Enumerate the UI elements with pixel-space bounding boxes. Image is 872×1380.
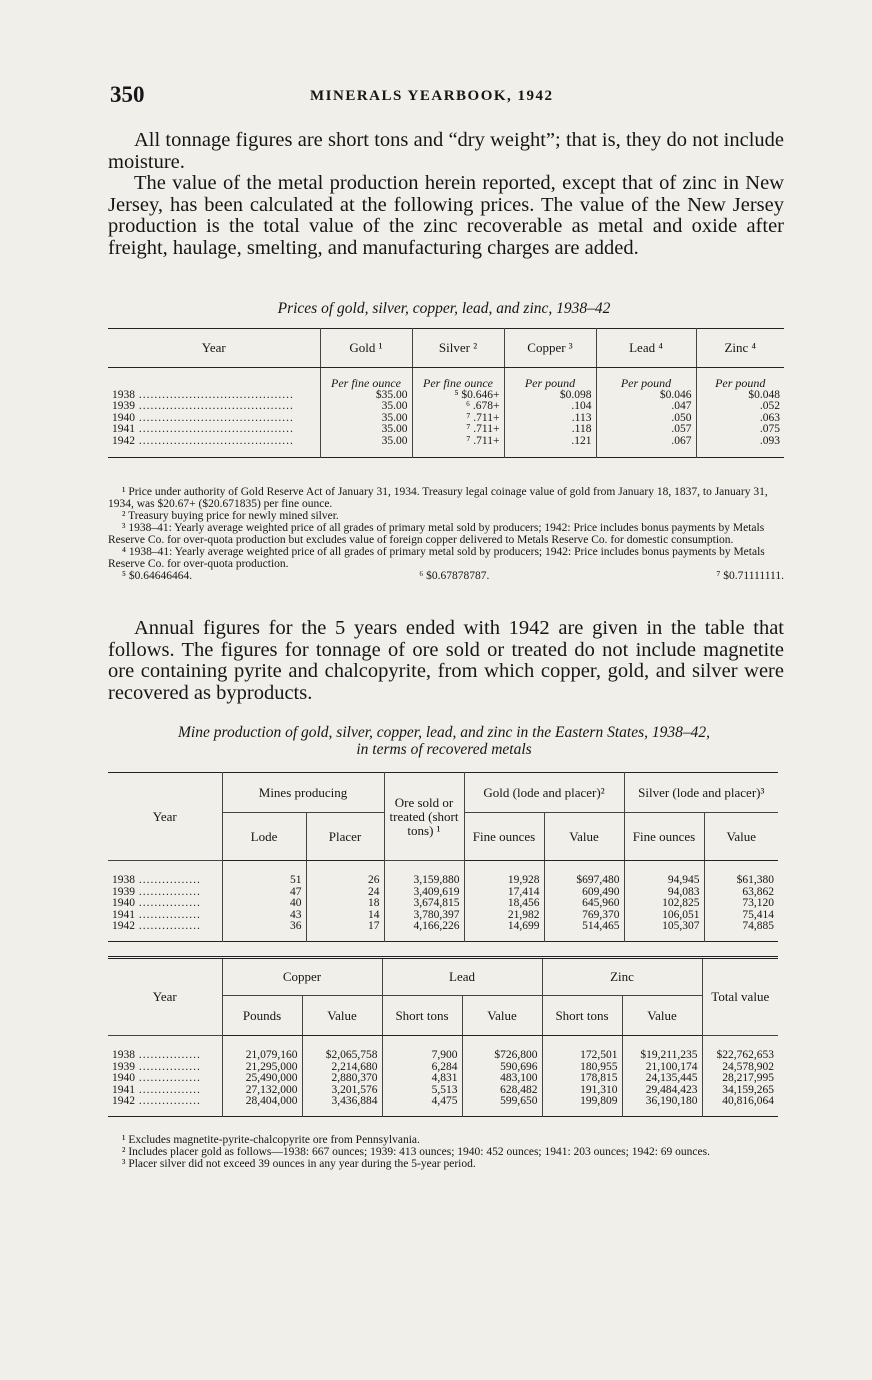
lead-value-cell: 590,696 [462,1062,542,1074]
prices-header-gold: Gold ¹ [320,329,412,368]
silver-value-cell: 73,120 [704,898,778,910]
units-gold: Per fine ounce [320,368,412,390]
total-value-cell: 34,159,265 [702,1085,778,1097]
mine-table-part2 [108,956,778,1117]
units-silver: Per fine ounce [412,368,504,390]
zinc-tons-cell: 180,955 [542,1062,622,1074]
table-row [108,898,778,910]
zinc-price: .052 [696,401,784,413]
zinc-price: .075 [696,424,784,436]
total-value-cell: $22,762,653 [702,1036,778,1062]
gold-price: 35.00 [320,413,412,425]
year-cell: 1942 ..... [108,436,320,458]
copper-pounds-cell: 25,490,000 [222,1073,302,1085]
lode-cell: 47 [222,887,306,899]
mine2-header-row-1 [108,958,778,996]
table-row [108,861,778,887]
header-zinc: Zinc [542,958,702,996]
silver-price: ⁷ .711+ [412,436,504,458]
zinc-price: .093 [696,436,784,458]
header-lead-short-tons: Short tons [382,996,462,1036]
prices-table-caption: Prices of gold, silver, copper, lead, and zinc, 1938–42 [277,300,611,317]
year-cell: 1940 ..... [108,1073,222,1085]
year-cell: 1942 ..... [108,1096,222,1116]
lead-price: .067 [596,436,696,458]
header-copper-pounds: Pounds [222,996,302,1036]
table-row [108,921,778,941]
silver-value-cell: 75,414 [704,910,778,922]
mine-caption-line-2: in terms of recovered metals [356,741,532,758]
footnote: ⁴ 1938–41: Yearly average weighted price of all grades of primary metal sold by producers; 1942: Price includes bonus payments by Metals Reserve Co. for over-quota production. [108,546,765,570]
header-silver-value: Value [704,813,778,861]
copper-price: $0.098 [504,390,596,402]
header-gold: Gold (lode and placer)² [464,773,624,813]
lead-value-cell: $726,800 [462,1036,542,1062]
zinc-price: .063 [696,413,784,425]
units-lead: Per pound [596,368,696,390]
header-silver-fine-ounces: Fine ounces [624,813,704,861]
silver-ounces-cell: 94,945 [624,861,704,887]
lead-price: .047 [596,401,696,413]
year-cell: 1938 ..... [108,390,320,402]
mine-header-row-1 [108,773,778,813]
zinc-value-cell: $19,211,235 [622,1036,702,1062]
copper-pounds-cell: 21,079,160 [222,1036,302,1062]
gold-value-cell: 514,465 [544,921,624,941]
year-cell: 1940 ..... [108,413,320,425]
zinc-value-cell: 36,190,180 [622,1096,702,1116]
silver-value-cell: 74,885 [704,921,778,941]
lode-cell: 43 [222,910,306,922]
gold-price: $35.00 [320,390,412,402]
footnote: ¹ Price under authority of Gold Reserve Act of January 31, 1934. Treasury legal coinage value of gold from January 18, 1837, to January 31, 1934, was $20.67+ ($20.671835) per fine ounce. [108,486,768,510]
copper-price: .121 [504,436,596,458]
page-header [110,82,790,112]
year-cell: 1941 ..... [108,1085,222,1097]
gold-value-cell: $697,480 [544,861,624,887]
header-year: Year [108,773,222,861]
footnote: ³ 1938–41: Yearly average weighted price of all grades of primary metal sold by producers; 1942: Price includes bonus payments by Metals Reserve Co. for over-quota production but excludes value of foreign copper delivered to Metals Reserve Co. for domestic consumption. [108,522,765,546]
lode-cell: 36 [222,921,306,941]
lead-tons-cell: 4,475 [382,1096,462,1116]
prices-header-year: Year [108,329,320,368]
header-zinc-short-tons: Short tons [542,996,622,1036]
mine-table-caption [104,724,784,758]
zinc-value-cell: 21,100,174 [622,1062,702,1074]
gold-price: 35.00 [320,401,412,413]
gold-ounces-cell: 21,982 [464,910,544,922]
header-total-value: Total value [702,958,778,1036]
units-copper: Per pound [504,368,596,390]
copper-value-cell: 2,214,680 [302,1062,382,1074]
gold-value-cell: 609,490 [544,887,624,899]
page-number: 350 [110,82,145,107]
gold-ounces-cell: 17,414 [464,887,544,899]
lead-tons-cell: 5,513 [382,1085,462,1097]
silver-ounces-cell: 106,051 [624,910,704,922]
copper-value-cell: 3,436,884 [302,1096,382,1116]
footnote: ³ Placer silver did not exceed 39 ounces in any year during the 5-year period. [122,1158,476,1170]
ore-cell: 3,409,619 [384,887,464,899]
silver-value-cell: $61,380 [704,861,778,887]
copper-value-cell: 2,880,370 [302,1073,382,1085]
total-value-cell: 28,217,995 [702,1073,778,1085]
year-cell: 1938 ..... [108,1036,222,1062]
footnote: ² Treasury buying price for newly mined silver. [122,510,339,522]
lead-price: .050 [596,413,696,425]
prices-header-lead: Lead ⁴ [596,329,696,368]
header-zinc-value: Value [622,996,702,1036]
table-row [108,436,784,458]
ore-cell: 3,159,880 [384,861,464,887]
placer-cell: 14 [306,910,384,922]
table-row [108,424,784,436]
header-lode: Lode [222,813,306,861]
lode-cell: 51 [222,861,306,887]
year-cell: 1939 ..... [108,1062,222,1074]
header-gold-value: Value [544,813,624,861]
mine-footnotes [108,1134,784,1170]
zinc-tons-cell: 191,310 [542,1085,622,1097]
header-placer: Placer [306,813,384,861]
copper-value-cell: 3,201,576 [302,1085,382,1097]
silver-price: ⁵ $0.646+ [412,390,504,402]
prices-table [108,328,784,458]
annual-paragraph: Annual figures for the 5 years ended with 1942 are given in the table that follows. The figures for tonnage of ore sold or treated do not include magnetite ore containing pyrite and chalcopyrite, from which copper, gold, and silver were recovered as byproducts. [108,617,784,704]
zinc-tons-cell: 199,809 [542,1096,622,1116]
intro-text [108,130,784,259]
header-ore-sold: Ore sold or treated (short tons) ¹ [384,773,464,861]
ore-cell: 3,674,815 [384,898,464,910]
copper-pounds-cell: 27,132,000 [222,1085,302,1097]
gold-value-cell: 769,370 [544,910,624,922]
silver-value-cell: 63,862 [704,887,778,899]
header-year: Year [108,958,222,1036]
header-gold-fine-ounces: Fine ounces [464,813,544,861]
header-copper-value: Value [302,996,382,1036]
prices-header-silver: Silver ² [412,329,504,368]
year-cell: 1941 ..... [108,424,320,436]
lead-tons-cell: 7,900 [382,1036,462,1062]
footnote-6: ⁶ $0.67878787. [419,570,490,582]
footnote-5: ⁵ $0.64646464. [122,570,193,582]
placer-cell: 24 [306,887,384,899]
silver-price: ⁷ .711+ [412,424,504,436]
running-title: MINERALS YEARBOOK, 1942 [310,88,554,104]
lead-tons-cell: 4,831 [382,1073,462,1085]
footnote-7: ⁷ $0.71111111. [716,570,784,582]
mine-table-part1 [108,772,778,942]
year-cell: 1941 ..... [108,910,222,922]
table-row [108,1096,778,1116]
zinc-value-cell: 24,135,445 [622,1073,702,1085]
lead-value-cell: 599,650 [462,1096,542,1116]
copper-price: .104 [504,401,596,413]
zinc-price: $0.048 [696,390,784,402]
ore-cell: 3,780,397 [384,910,464,922]
prices-header-copper: Copper ³ [504,329,596,368]
annual-text [108,618,784,704]
zinc-value-cell: 29,484,423 [622,1085,702,1097]
year-cell: 1940 ..... [108,898,222,910]
placer-cell: 17 [306,921,384,941]
units-year [108,368,320,390]
header-copper: Copper [222,958,382,996]
mine-caption-line-1: Mine production of gold, silver, copper, lead, and zinc in the Eastern States, 1938–42, [178,724,710,741]
lead-value-cell: 483,100 [462,1073,542,1085]
footnote: ¹ Excludes magnetite-pyrite-chalcopyrite ore from Pennsylvania. [122,1134,420,1146]
lode-cell: 40 [222,898,306,910]
silver-ounces-cell: 102,825 [624,898,704,910]
lead-price: .057 [596,424,696,436]
header-mines-producing: Mines producing [222,773,384,813]
table-row [108,1036,778,1062]
table-row [108,401,784,413]
ore-cell: 4,166,226 [384,921,464,941]
lead-price: $0.046 [596,390,696,402]
year-cell: 1939 ..... [108,401,320,413]
header-silver: Silver (lode and placer)³ [624,773,778,813]
gold-price: 35.00 [320,424,412,436]
copper-value-cell: $2,065,758 [302,1036,382,1062]
prices-units-row [108,368,784,390]
intro-paragraph-2: The value of the metal production herein reported, except that of zinc in New Jersey, has been calculated at the following prices. The value of the New Jersey production is the total value of the zinc recoverable as metal and oxide after freight, haulage, smelting, and manufacturing charges are added. [108,172,784,259]
total-value-cell: 40,816,064 [702,1096,778,1116]
units-zinc: Per pound [696,368,784,390]
copper-price: .113 [504,413,596,425]
intro-paragraph-1: All tonnage figures are short tons and “dry weight”; that is, they do not include moisture. [108,129,784,173]
gold-ounces-cell: 14,699 [464,921,544,941]
footnote-values-row [108,570,784,582]
year-cell: 1938 ..... [108,861,222,887]
placer-cell: 18 [306,898,384,910]
lead-tons-cell: 6,284 [382,1062,462,1074]
zinc-tons-cell: 172,501 [542,1036,622,1062]
copper-price: .118 [504,424,596,436]
gold-value-cell: 645,960 [544,898,624,910]
silver-price: ⁶ .678+ [412,401,504,413]
footnote: ² Includes placer gold as follows—1938: 667 ounces; 1939: 413 ounces; 1940: 452 ounces; 1941: 203 ounces; 1942: 69 ounces. [122,1146,710,1158]
prices-header-row [108,329,784,368]
header-lead: Lead [382,958,542,996]
copper-pounds-cell: 28,404,000 [222,1096,302,1116]
placer-cell: 26 [306,861,384,887]
zinc-tons-cell: 178,815 [542,1073,622,1085]
year-cell: 1939 ..... [108,887,222,899]
copper-pounds-cell: 21,295,000 [222,1062,302,1074]
prices-footnotes [108,486,784,582]
prices-header-zinc: Zinc ⁴ [696,329,784,368]
gold-ounces-cell: 19,928 [464,861,544,887]
header-lead-value: Value [462,996,542,1036]
year-cell: 1942 ..... [108,921,222,941]
silver-ounces-cell: 94,083 [624,887,704,899]
silver-price: ⁷ .711+ [412,413,504,425]
table-row [108,1073,778,1085]
total-value-cell: 24,578,902 [702,1062,778,1074]
gold-ounces-cell: 18,456 [464,898,544,910]
gold-price: 35.00 [320,436,412,458]
lead-value-cell: 628,482 [462,1085,542,1097]
silver-ounces-cell: 105,307 [624,921,704,941]
